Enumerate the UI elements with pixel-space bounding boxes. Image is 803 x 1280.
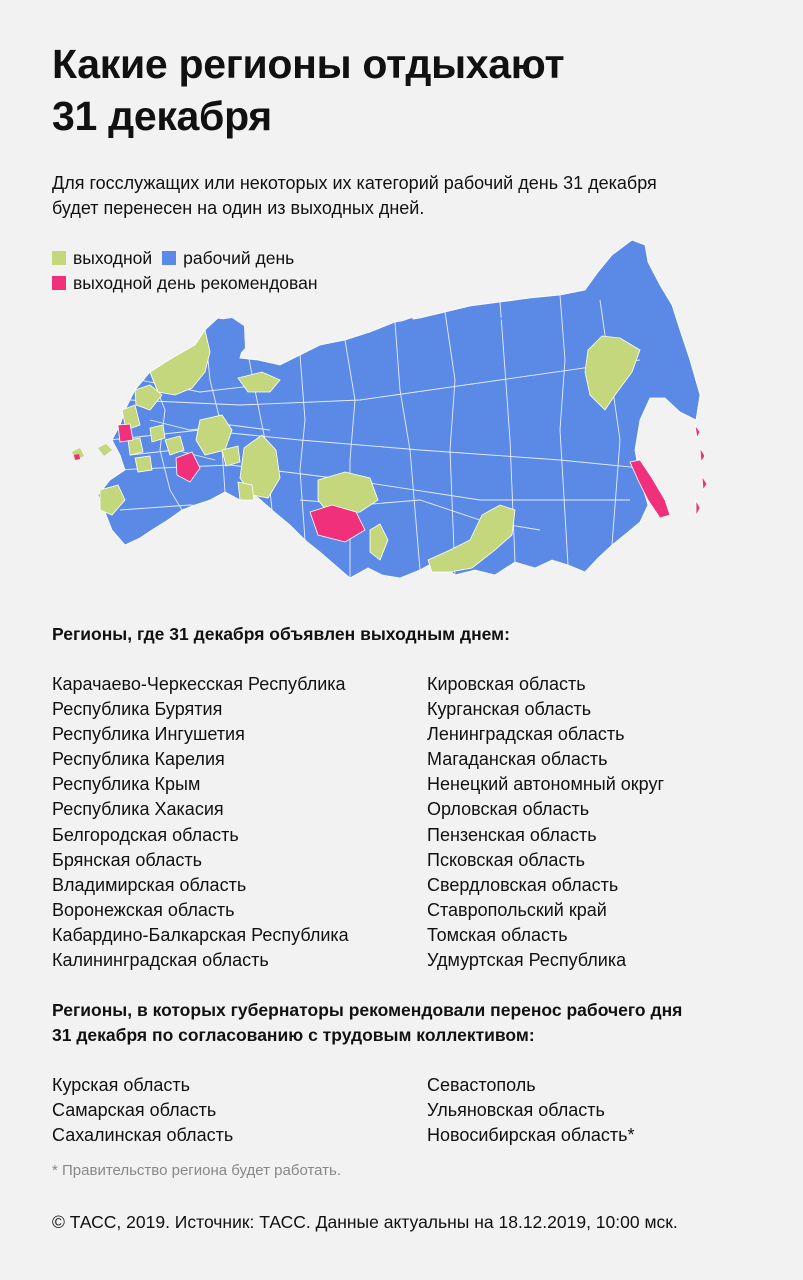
- region-list-item: Белгородская область: [52, 824, 239, 845]
- subtitle: [52, 171, 752, 221]
- region-list-item: Ненецкий автономный округ: [427, 774, 665, 795]
- title-line-2: 31 декабря: [52, 93, 272, 139]
- legend-swatch-day-off: [52, 251, 66, 265]
- region-belgorod-voronezh: [135, 456, 152, 472]
- region-list-item: Брянская область: [52, 849, 202, 870]
- region-kuril-3: [702, 476, 707, 490]
- subtitle-line-2: будет перенесен на один из выходных дней.: [52, 198, 425, 218]
- region-list-item: Кабардино-Балкарская Республика: [52, 924, 349, 945]
- region-list-item: Кировская область: [427, 674, 586, 694]
- region-list-item: Карачаево-Черкесская Республика: [52, 674, 346, 694]
- map-mainland: [98, 240, 700, 578]
- day-off-list-right: [427, 672, 664, 973]
- section-recommended-title-line-1: Регионы, в которых губернаторы рекомендовали перенос рабочего дня: [52, 1000, 683, 1020]
- region-list-item: Самарская область: [52, 1100, 217, 1121]
- subtitle-line-1: Для госслужащих или некоторых их категорий рабочий день 31 декабря: [52, 173, 657, 193]
- region-list-item: Магаданская область: [427, 749, 608, 770]
- region-list-item: Удмуртская Республика: [427, 950, 627, 971]
- legend-swatch-recommended: [52, 276, 66, 290]
- region-list-item: Республика Бурятия: [52, 699, 223, 720]
- region-list-item: Сахалинская область: [52, 1125, 234, 1146]
- region-list-item: Томская область: [427, 924, 568, 945]
- recommended-list-right: [427, 1073, 635, 1148]
- region-list-item: Республика Крым: [52, 774, 201, 795]
- region-kuril-2: [700, 448, 705, 462]
- region-list-item: Республика Ингушетия: [52, 724, 245, 745]
- region-list-item: Орловская область: [427, 799, 590, 820]
- region-list-item: Курганская область: [427, 699, 592, 720]
- region-list-item: Севастополь: [427, 1075, 536, 1095]
- region-sevastopol: [74, 454, 80, 460]
- russia-regions-map: [65, 236, 715, 606]
- region-crimea: [98, 444, 112, 456]
- recommended-list-left: [52, 1073, 233, 1148]
- region-kuril-1: [695, 425, 700, 438]
- legend-label-recommended: выходной день рекомендован: [73, 273, 318, 293]
- region-list-item: Ленинградская область: [427, 724, 625, 745]
- legend-label-working-day: рабочий день: [183, 248, 295, 268]
- region-list-item: Республика Хакасия: [52, 799, 224, 820]
- legend-label-day-off: выходной: [73, 248, 153, 268]
- source-footer: © ТАСС, 2019. Источник: ТАСС. Данные актуальны на 18.12.2019, 10:00 мск.: [52, 1212, 678, 1232]
- page-title: [52, 38, 752, 142]
- region-kuril-4: [696, 500, 700, 516]
- region-list-item: Новосибирская область*: [427, 1125, 635, 1146]
- footnote: * Правительство региона будет работать.: [52, 1162, 342, 1179]
- region-list-item: Республика Карелия: [52, 749, 225, 770]
- region-list-item: Ставропольский край: [427, 899, 607, 920]
- section-day-off-title: Регионы, где 31 декабря объявлен выходным днем:: [52, 624, 510, 644]
- region-list-item: Курская область: [52, 1075, 190, 1095]
- region-list-item: Ульяновская область: [427, 1100, 605, 1121]
- region-list-item: Владимирская область: [52, 874, 247, 895]
- region-list-item: Воронежская область: [52, 899, 235, 920]
- day-off-list-left: [52, 672, 349, 973]
- section-recommended-title-line-2: 31 декабря по согласованию с трудовым коллективом:: [52, 1025, 535, 1045]
- region-kursk: [118, 424, 133, 442]
- region-list-item: Свердловская область: [427, 874, 619, 895]
- region-kurgan: [238, 482, 254, 500]
- region-list-item: Пензенская область: [427, 824, 597, 845]
- title-line-1: Какие регионы отдыхают: [52, 41, 565, 87]
- region-list-item: Калининградская область: [52, 950, 269, 971]
- region-list-item: Псковская область: [427, 849, 586, 870]
- section-recommended-title: [52, 998, 752, 1048]
